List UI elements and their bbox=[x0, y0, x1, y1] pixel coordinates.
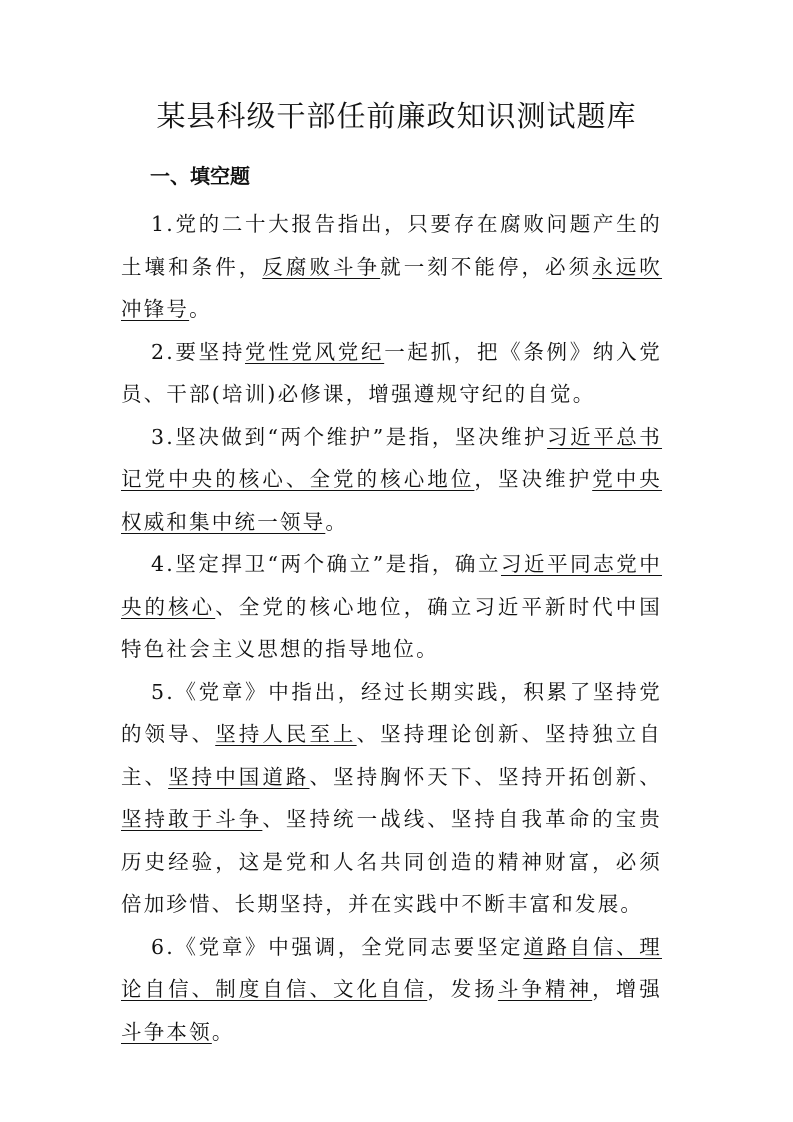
question-paragraph bbox=[121, 416, 662, 544]
question-text: 、坚持统一战线、坚持自我革命的宝贵历史经验，这是党和人名共同创造的精神财富，必须倍加珍惜、长期坚持，并在实践中不断丰富和发展。 bbox=[121, 807, 662, 916]
question-paragraph bbox=[121, 331, 662, 416]
question-text: 一起抓，把《条例》纳入党员、干部(培训)必修课，增强遵规守纪的自觉。 bbox=[121, 339, 662, 406]
answer-blank-text: 斗争精神 bbox=[497, 977, 593, 1001]
answer-blank-text: 习近平同志党中央的核心 bbox=[121, 552, 662, 619]
answer-blank-text: 反腐败斗争 bbox=[262, 254, 381, 279]
answer-blank-text: 坚持中国道路 bbox=[168, 764, 310, 789]
question-text: ，发扬 bbox=[427, 977, 498, 1001]
answer-blank-text: 坚持敢于斗争 bbox=[121, 807, 263, 831]
section-heading: 一、填空题 bbox=[150, 164, 250, 188]
question-list bbox=[121, 203, 662, 1053]
question-paragraph bbox=[121, 203, 662, 331]
document-title: 某县科级干部任前廉政知识测试题库 bbox=[156, 99, 637, 133]
answer-blank-text: 道路自信、理论自信、制度自信、文化自信 bbox=[121, 934, 662, 1001]
question-text: 2.要坚持 bbox=[151, 339, 246, 364]
question-text: ，坚决维护 bbox=[474, 467, 593, 491]
question-text: 、全党的核心地位，确立习近平新时代中国特色社会主义思想的指导地位。 bbox=[121, 594, 662, 661]
question-paragraph bbox=[121, 671, 662, 926]
answer-blank-text: 永远吹冲锋号 bbox=[121, 254, 663, 321]
question-text: 。 bbox=[325, 509, 349, 534]
answer-blank-text: 习近平总书记党中央的核心、全党的核心地位 bbox=[121, 424, 663, 491]
question-text: 、坚持理论创新、坚持独立自主、 bbox=[121, 722, 662, 789]
question-text: 4.坚定捍卫“两个确立”是指，确立 bbox=[151, 552, 501, 576]
question-text: 。 bbox=[211, 1019, 235, 1044]
answer-blank-text: 坚持人民至上 bbox=[215, 722, 357, 746]
answer-blank-text: 斗争本领 bbox=[121, 1019, 212, 1044]
question-paragraph bbox=[121, 543, 662, 671]
question-text: 就一刻不能停，必须 bbox=[380, 254, 593, 279]
question-text: ，增强 bbox=[592, 977, 662, 1001]
question-text: 3.坚决做到“两个维护”是指，坚决维护 bbox=[151, 424, 548, 449]
question-text: 1.党的二十大报告指出，只要存在腐败问题产生的土壤和条件， bbox=[121, 212, 662, 279]
question-text: 、坚持胸怀天下、坚持开拓创新、 bbox=[309, 764, 663, 789]
question-paragraph bbox=[121, 926, 662, 1054]
answer-blank-text: 党中央权威和集中统一领导 bbox=[121, 467, 663, 534]
question-text: 6.《党章》中强调，全党同志要坚定 bbox=[151, 934, 524, 959]
answer-blank-text: 党性党风党纪 bbox=[245, 339, 385, 364]
question-text: 5.《党章》中指出，经过长期实践，积累了坚持党的领导、 bbox=[121, 679, 662, 746]
question-text: 。 bbox=[189, 297, 212, 321]
